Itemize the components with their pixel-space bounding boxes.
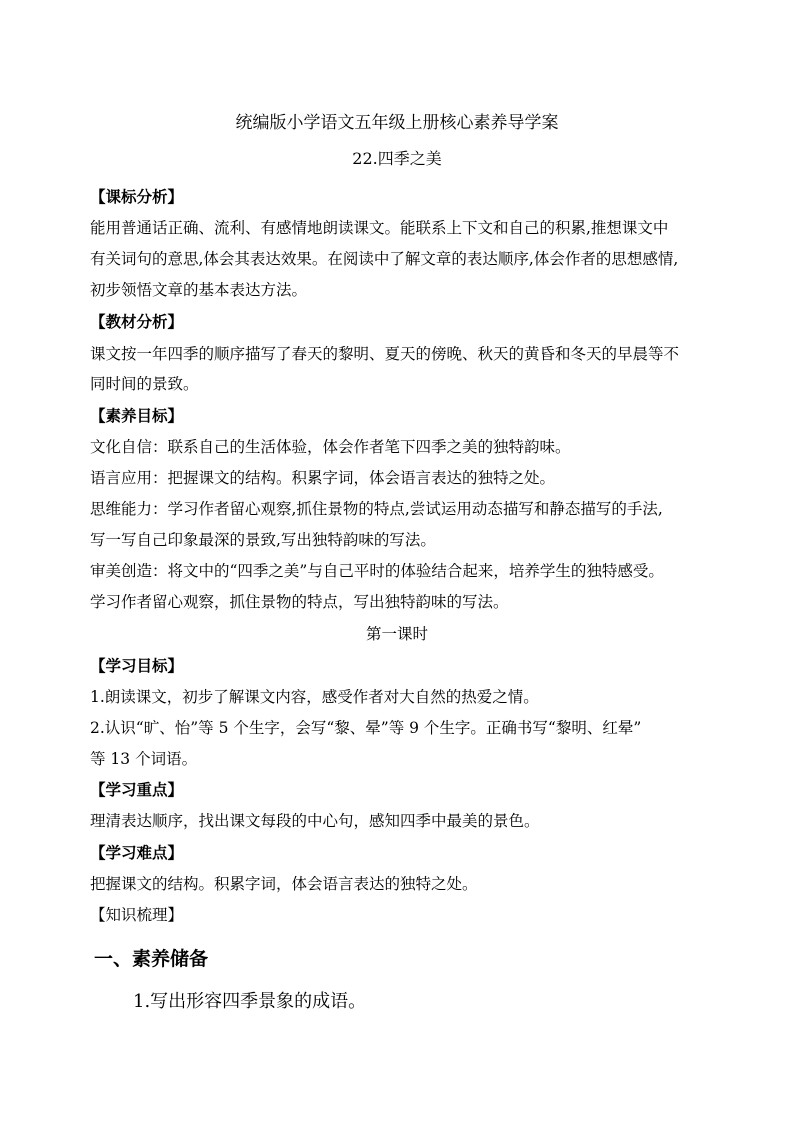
suyang-line: 学习作者留心观察，抓住景物的特点，写出独特韵味的写法。 [90,593,509,611]
suyang-line: 审美创造：将文中的“四季之美”与自己平时的体验结合起来，培养学生的独特感受。 [90,562,664,580]
zhishi-heading: 【知识梳理】 [90,906,184,924]
kebiao-line: 有关词句的意思,体会其表达效果。在阅读中了解文章的表达顺序,体会作者的思想感情, [90,250,679,268]
lesson-label: 第一课时 [365,625,428,643]
mubiao-line: 1.朗读课文，初步了解课文内容，感受作者对大自然的热爱之情。 [90,688,539,706]
suyang-line: 文化自信：联系自己的生活体验，体会作者笔下四季之美的独特韵味。 [90,438,571,456]
kebiao-line: 初步领悟文章的基本表达方法。 [90,281,308,299]
suyang-line: 思维能力：学习作者留心观察,抓住景物的特点,尝试运用动态描写和静态描写的手法, [90,500,663,518]
mubiao-line: 等 13 个词语。 [90,750,198,768]
nandian-line: 把握课文的结构。积累字词，体会语言表达的独特之处。 [90,875,478,893]
mubiao-line: 2.认识“旷、怡”等 5 个生字，会写“黎、晕”等 9 个生字。正确书写“黎明、红晕” [90,719,642,737]
suyang-line: 写一写自己印象最深的景致,写出独特韵味的写法。 [90,531,436,549]
kebiao-line: 能用普通话正确、流利、有感情地朗读课文。能联系上下文和自己的积累,推想课文中 [90,219,669,237]
lesson-title: 22.四季之美 [352,149,442,168]
jiaocai-line: 课文按一年四季的顺序描写了春天的黎明、夏天的傍晚、秋天的黄昏和冬天的早晨等不 [90,345,680,363]
jiaocai-line: 同时间的景致。 [90,375,199,393]
mubiao-heading: 【学习目标】 [90,656,184,675]
jiaocai-heading: 【教材分析】 [90,312,184,331]
kebiao-heading: 【课标分析】 [90,187,184,206]
section-heading: 一、素养储备 [94,948,209,970]
nandian-heading: 【学习难点】 [90,843,184,862]
question-item: 1.写出形容四季景象的成语。 [133,991,367,1012]
zhongdian-heading: 【学习重点】 [90,780,184,799]
suyang-heading: 【素养目标】 [90,406,184,425]
zhongdian-line: 理清表达顺序，找出课文每段的中心句，感知四季中最美的景色。 [90,812,540,830]
suyang-line: 语言应用：把握课文的结构。积累字词，体会语言表达的独特之处。 [90,469,556,487]
document-title: 统编版小学语文五年级上册核心素养导学案 [235,113,559,133]
